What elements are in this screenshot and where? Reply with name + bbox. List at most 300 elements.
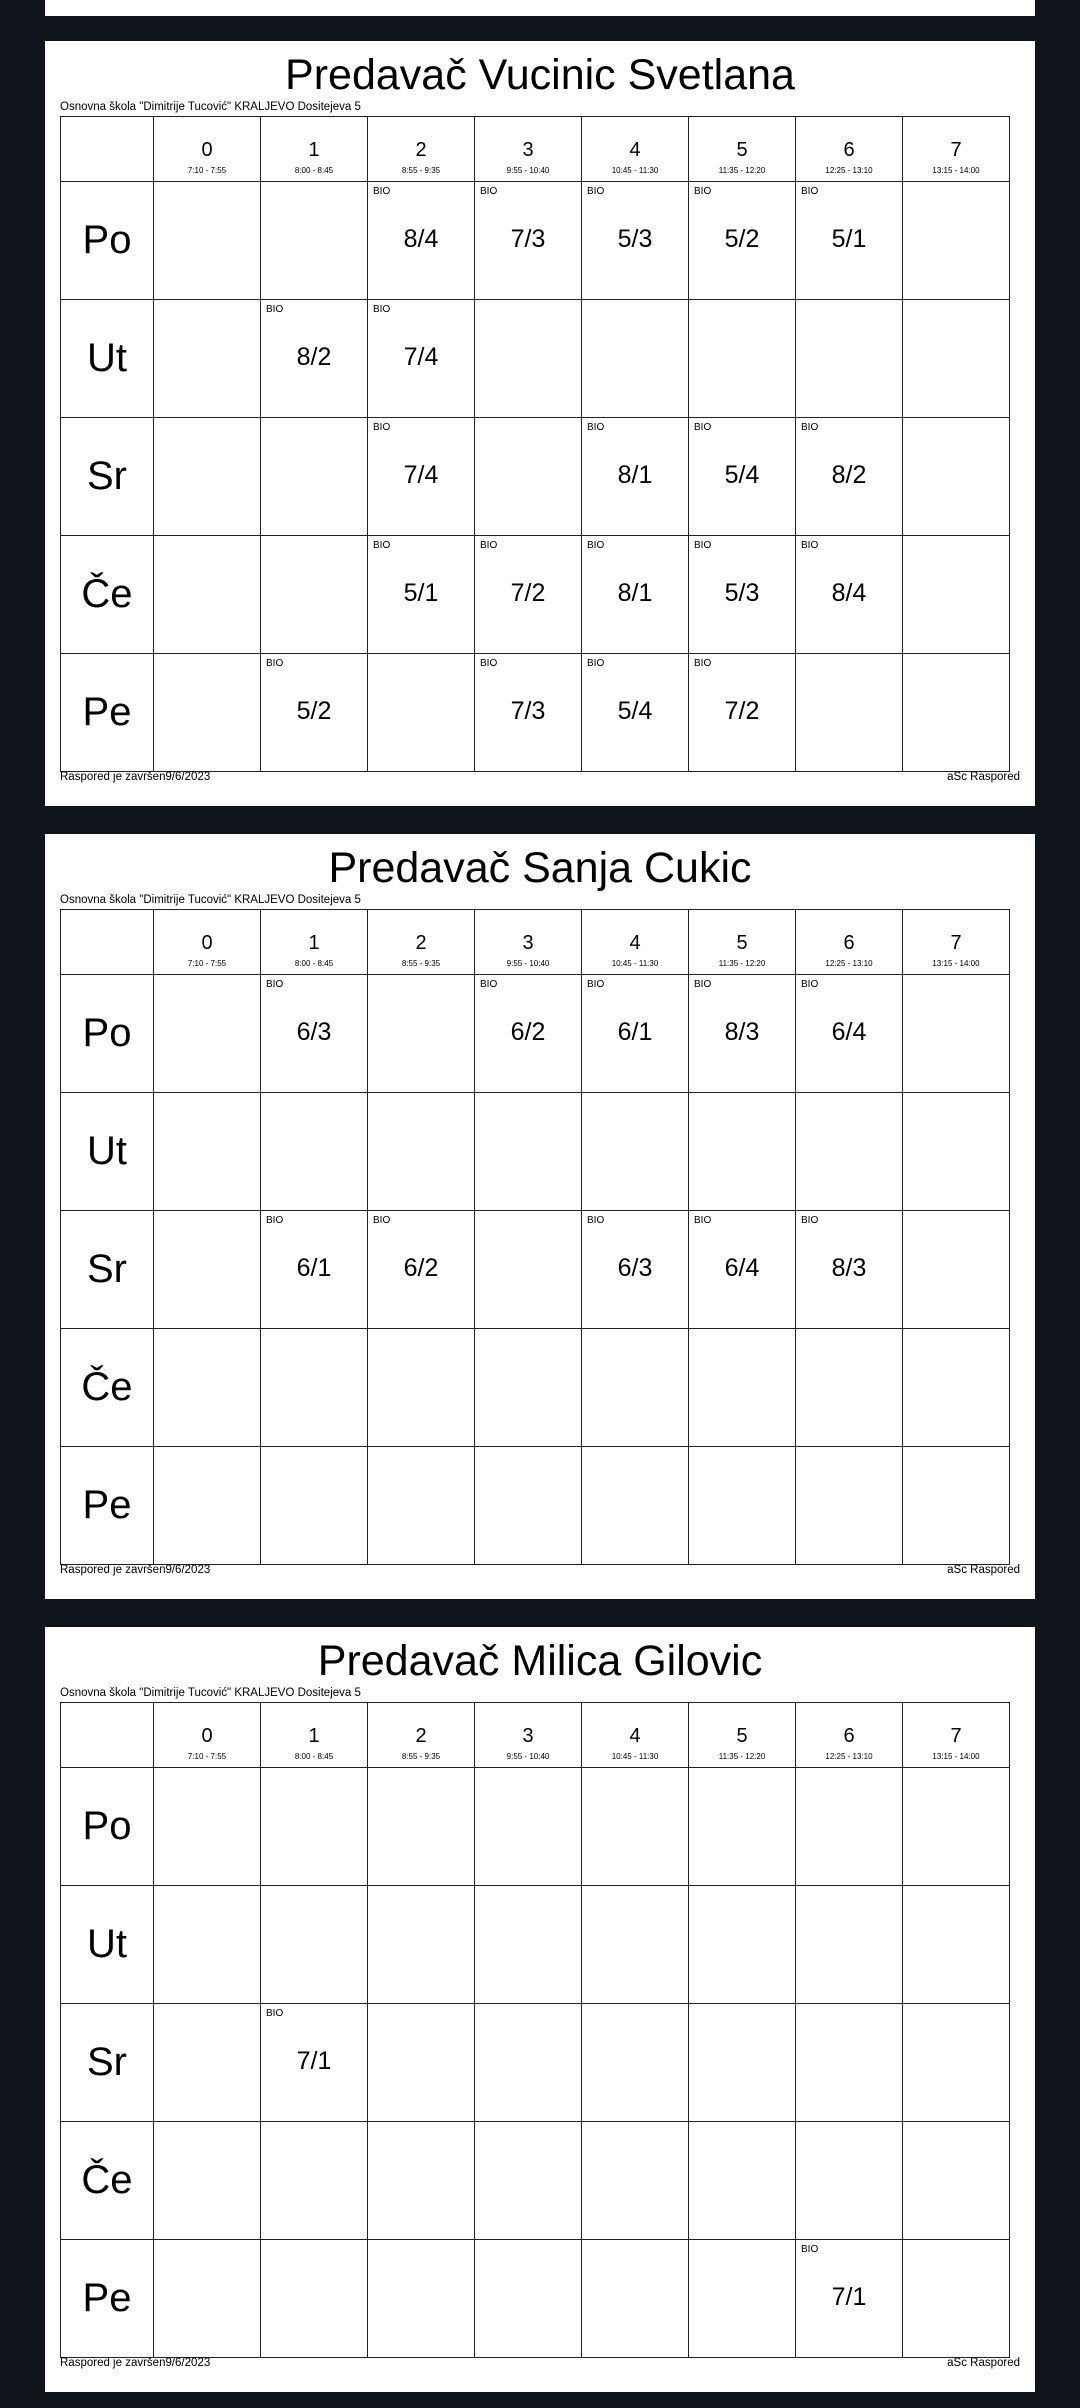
empty-cell — [261, 182, 368, 300]
empty-cell — [368, 2004, 475, 2122]
class-code: 5/2 — [724, 225, 760, 253]
class-code: 8/4 — [831, 579, 867, 607]
class-code: 8/4 — [403, 225, 439, 253]
class-code: 5/3 — [617, 225, 653, 253]
class-code: 8/2 — [296, 343, 332, 371]
class-code: 7/1 — [296, 2047, 332, 2075]
corner-cell — [61, 1703, 154, 1768]
lesson-cell — [796, 182, 903, 300]
day-row — [61, 2240, 1010, 2358]
subject-code: BIO — [801, 422, 819, 433]
lesson-cell — [261, 300, 368, 418]
empty-cell — [368, 1886, 475, 2004]
subject-code: BIO — [480, 540, 498, 551]
period-time: 8:55 - 9:35 — [401, 1752, 441, 1761]
subject-code: BIO — [266, 1215, 284, 1226]
day-row — [61, 2122, 1010, 2240]
class-code: 6/3 — [617, 1254, 653, 1282]
period-time: 11:35 - 12:20 — [718, 959, 766, 968]
empty-cell — [689, 2240, 796, 2358]
empty-cell — [154, 2240, 261, 2358]
empty-cell — [796, 2122, 903, 2240]
period-time: 7:10 - 7:55 — [187, 959, 227, 968]
period-number: 4 — [629, 932, 641, 954]
period-header — [154, 1703, 261, 1768]
lesson-cell — [582, 182, 689, 300]
period-number: 1 — [308, 932, 320, 954]
empty-cell — [154, 1447, 261, 1565]
day-row — [61, 182, 1010, 300]
subject-code: BIO — [801, 540, 819, 551]
period-time: 7:10 - 7:55 — [187, 166, 227, 175]
class-code: 5/3 — [724, 579, 760, 607]
period-number: 4 — [629, 139, 641, 161]
empty-cell — [475, 418, 582, 536]
footer-date: Raspored je završen9/6/2023 — [60, 771, 211, 783]
subject-code: BIO — [801, 979, 819, 990]
period-header — [796, 910, 903, 975]
class-code: 8/1 — [617, 461, 653, 489]
period-number: 1 — [308, 1725, 320, 1747]
period-header — [154, 117, 261, 182]
period-time: 8:00 - 8:45 — [294, 1752, 334, 1761]
empty-cell — [796, 1329, 903, 1447]
lesson-cell — [689, 418, 796, 536]
period-time: 11:35 - 12:20 — [718, 1752, 766, 1761]
period-number: 0 — [201, 932, 213, 954]
empty-cell — [903, 418, 1010, 536]
subject-code: BIO — [587, 979, 605, 990]
period-header — [368, 1703, 475, 1768]
subject-code: BIO — [480, 186, 498, 197]
class-code: 6/1 — [617, 1018, 653, 1046]
empty-cell — [582, 2122, 689, 2240]
day-row — [61, 975, 1010, 1093]
empty-cell — [582, 300, 689, 418]
lesson-cell — [796, 1211, 903, 1329]
lesson-cell — [582, 536, 689, 654]
period-number: 6 — [843, 139, 855, 161]
lesson-cell — [689, 536, 796, 654]
period-time: 8:00 - 8:45 — [294, 166, 334, 175]
lesson-cell — [368, 1211, 475, 1329]
class-code: 7/2 — [510, 579, 546, 607]
class-code: 5/4 — [617, 697, 653, 725]
subject-code: BIO — [480, 658, 498, 669]
period-time: 8:00 - 8:45 — [294, 959, 334, 968]
footer-date: Raspored je završen9/6/2023 — [60, 2357, 211, 2369]
period-header — [475, 1703, 582, 1768]
day-row — [61, 1329, 1010, 1447]
lesson-cell — [475, 975, 582, 1093]
class-code: 6/2 — [403, 1254, 439, 1282]
period-number: 7 — [950, 1725, 962, 1747]
subject-code: BIO — [694, 422, 712, 433]
period-header-row — [61, 117, 1010, 182]
period-number: 3 — [522, 139, 534, 161]
empty-cell — [796, 2004, 903, 2122]
lesson-cell — [368, 300, 475, 418]
class-code: 6/3 — [296, 1018, 332, 1046]
empty-cell — [689, 1768, 796, 1886]
empty-cell — [261, 1329, 368, 1447]
school-name: Osnovna škola "Dimitrije Tucović" KRALJEVO Dositejeva 5 — [60, 894, 361, 906]
period-time: 8:55 - 9:35 — [401, 166, 441, 175]
subject-code: BIO — [694, 658, 712, 669]
period-header — [261, 1703, 368, 1768]
class-code: 7/1 — [831, 2283, 867, 2311]
empty-cell — [475, 2122, 582, 2240]
subject-code: BIO — [694, 1215, 712, 1226]
class-code: 8/2 — [831, 461, 867, 489]
period-header — [582, 910, 689, 975]
day-row — [61, 2004, 1010, 2122]
empty-cell — [689, 1886, 796, 2004]
empty-cell — [475, 2240, 582, 2358]
empty-cell — [582, 2240, 689, 2358]
empty-cell — [582, 1768, 689, 1886]
empty-cell — [903, 300, 1010, 418]
class-code: 6/4 — [724, 1254, 760, 1282]
period-header — [261, 910, 368, 975]
previous-timetable-edge — [45, 0, 1035, 16]
period-number: 7 — [950, 139, 962, 161]
empty-cell — [261, 418, 368, 536]
empty-cell — [261, 2122, 368, 2240]
lesson-cell — [689, 1211, 796, 1329]
period-number: 2 — [415, 1725, 427, 1747]
class-code: 8/3 — [831, 1254, 867, 1282]
class-code: 5/1 — [831, 225, 867, 253]
period-header — [475, 117, 582, 182]
empty-cell — [903, 975, 1010, 1093]
empty-cell — [903, 536, 1010, 654]
empty-cell — [475, 1329, 582, 1447]
empty-cell — [154, 536, 261, 654]
day-label: Pe — [61, 654, 154, 772]
day-row — [61, 1447, 1010, 1565]
subject-code: BIO — [694, 979, 712, 990]
lesson-cell — [582, 654, 689, 772]
day-row — [61, 654, 1010, 772]
empty-cell — [368, 654, 475, 772]
period-time: 12:25 - 13:10 — [825, 959, 873, 968]
lesson-cell — [582, 975, 689, 1093]
period-number: 5 — [736, 1725, 748, 1747]
period-header — [368, 910, 475, 975]
empty-cell — [903, 2240, 1010, 2358]
period-time: 7:10 - 7:55 — [187, 1752, 227, 1761]
period-number: 4 — [629, 1725, 641, 1747]
empty-cell — [261, 2240, 368, 2358]
subject-code: BIO — [266, 658, 284, 669]
empty-cell — [903, 1886, 1010, 2004]
subject-code: BIO — [801, 2244, 819, 2255]
period-time: 8:55 - 9:35 — [401, 959, 441, 968]
empty-cell — [368, 1093, 475, 1211]
empty-cell — [903, 182, 1010, 300]
period-header — [582, 117, 689, 182]
empty-cell — [154, 975, 261, 1093]
empty-cell — [261, 1093, 368, 1211]
period-header — [796, 1703, 903, 1768]
lesson-cell — [368, 536, 475, 654]
subject-code: BIO — [587, 540, 605, 551]
day-label: Po — [61, 975, 154, 1093]
day-label: Ut — [61, 300, 154, 418]
empty-cell — [154, 1886, 261, 2004]
empty-cell — [475, 1447, 582, 1565]
empty-cell — [582, 1329, 689, 1447]
period-header — [903, 910, 1010, 975]
lesson-cell — [796, 418, 903, 536]
timetable-grid — [60, 116, 1010, 772]
period-header — [261, 117, 368, 182]
class-code: 7/3 — [510, 697, 546, 725]
lesson-cell — [368, 418, 475, 536]
lesson-cell — [689, 975, 796, 1093]
period-time: 10:45 - 11:30 — [611, 959, 659, 968]
empty-cell — [261, 1447, 368, 1565]
day-label: Sr — [61, 1211, 154, 1329]
day-label: Če — [61, 2122, 154, 2240]
empty-cell — [903, 1093, 1010, 1211]
subject-code: BIO — [694, 186, 712, 197]
footer-brand: aSc Raspored — [947, 2357, 1020, 2369]
empty-cell — [261, 536, 368, 654]
empty-cell — [475, 1093, 582, 1211]
day-label: Pe — [61, 2240, 154, 2358]
lesson-cell — [261, 1211, 368, 1329]
lesson-cell — [582, 1211, 689, 1329]
empty-cell — [475, 2004, 582, 2122]
footer-brand: aSc Raspored — [947, 1564, 1020, 1576]
period-number: 6 — [843, 1725, 855, 1747]
lesson-cell — [796, 2240, 903, 2358]
empty-cell — [154, 2004, 261, 2122]
empty-cell — [903, 1329, 1010, 1447]
subject-code: BIO — [266, 304, 284, 315]
class-code: 5/2 — [296, 697, 332, 725]
class-code: 5/1 — [403, 579, 439, 607]
period-header — [903, 117, 1010, 182]
subject-code: BIO — [480, 979, 498, 990]
day-row — [61, 1093, 1010, 1211]
period-header — [689, 910, 796, 975]
period-header-row — [61, 910, 1010, 975]
period-time: 9:55 - 10:40 — [506, 959, 550, 968]
empty-cell — [796, 1886, 903, 2004]
empty-cell — [689, 300, 796, 418]
day-label: Po — [61, 182, 154, 300]
subject-code: BIO — [373, 186, 391, 197]
corner-cell — [61, 117, 154, 182]
subject-code: BIO — [694, 540, 712, 551]
empty-cell — [689, 1093, 796, 1211]
class-code: 7/4 — [403, 343, 439, 371]
empty-cell — [903, 1768, 1010, 1886]
empty-cell — [154, 654, 261, 772]
lesson-cell — [475, 536, 582, 654]
empty-cell — [261, 1768, 368, 1886]
period-header — [368, 117, 475, 182]
timetable-title: Predavač Milica Gilovic — [317, 1637, 763, 1685]
timetable-card — [45, 1627, 1035, 2392]
class-code: 8/1 — [617, 579, 653, 607]
class-code: 6/4 — [831, 1018, 867, 1046]
empty-cell — [154, 1093, 261, 1211]
period-time: 13:15 - 14:00 — [932, 166, 980, 175]
period-time: 10:45 - 11:30 — [611, 166, 659, 175]
day-label: Pe — [61, 1447, 154, 1565]
empty-cell — [261, 1886, 368, 2004]
class-code: 7/2 — [724, 697, 760, 725]
class-code: 8/3 — [724, 1018, 760, 1046]
period-time: 11:35 - 12:20 — [718, 166, 766, 175]
lesson-cell — [261, 654, 368, 772]
class-code: 6/1 — [296, 1254, 332, 1282]
footer-brand: aSc Raspored — [947, 771, 1020, 783]
timetable-title: Predavač Vucinic Svetlana — [285, 51, 795, 99]
empty-cell — [582, 1886, 689, 2004]
subject-code: BIO — [587, 186, 605, 197]
day-row — [61, 418, 1010, 536]
empty-cell — [903, 2004, 1010, 2122]
lesson-cell — [689, 182, 796, 300]
day-label: Po — [61, 1768, 154, 1886]
empty-cell — [475, 1886, 582, 2004]
subject-code: BIO — [801, 186, 819, 197]
period-number: 7 — [950, 932, 962, 954]
lesson-cell — [796, 536, 903, 654]
empty-cell — [368, 2240, 475, 2358]
lesson-cell — [582, 418, 689, 536]
empty-cell — [154, 1768, 261, 1886]
empty-cell — [154, 182, 261, 300]
period-number: 1 — [308, 139, 320, 161]
day-label: Sr — [61, 2004, 154, 2122]
period-header — [689, 1703, 796, 1768]
empty-cell — [154, 2122, 261, 2240]
corner-cell — [61, 910, 154, 975]
period-header — [154, 910, 261, 975]
subject-code: BIO — [266, 979, 284, 990]
empty-cell — [154, 418, 261, 536]
empty-cell — [582, 1447, 689, 1565]
empty-cell — [154, 1329, 261, 1447]
empty-cell — [582, 1093, 689, 1211]
lesson-cell — [796, 975, 903, 1093]
period-time: 13:15 - 14:00 — [932, 1752, 980, 1761]
period-header — [689, 117, 796, 182]
period-number: 6 — [843, 932, 855, 954]
timetable-grid — [60, 1702, 1010, 2358]
period-header — [903, 1703, 1010, 1768]
lesson-cell — [689, 654, 796, 772]
subject-code: BIO — [587, 658, 605, 669]
lesson-cell — [261, 975, 368, 1093]
period-number: 2 — [415, 932, 427, 954]
period-header — [582, 1703, 689, 1768]
period-number: 3 — [522, 932, 534, 954]
lesson-cell — [475, 654, 582, 772]
period-time: 13:15 - 14:00 — [932, 959, 980, 968]
empty-cell — [475, 300, 582, 418]
empty-cell — [796, 1093, 903, 1211]
empty-cell — [368, 1329, 475, 1447]
empty-cell — [368, 1447, 475, 1565]
day-label: Sr — [61, 418, 154, 536]
timetable-card — [45, 41, 1035, 806]
day-row — [61, 300, 1010, 418]
empty-cell — [475, 1211, 582, 1329]
empty-cell — [796, 654, 903, 772]
period-number: 0 — [201, 1725, 213, 1747]
subject-code: BIO — [373, 304, 391, 315]
school-name: Osnovna škola "Dimitrije Tucović" KRALJEVO Dositejeva 5 — [60, 101, 361, 113]
subject-code: BIO — [587, 422, 605, 433]
subject-code: BIO — [587, 1215, 605, 1226]
empty-cell — [368, 2122, 475, 2240]
timetable-card — [45, 834, 1035, 1599]
period-number: 5 — [736, 139, 748, 161]
empty-cell — [903, 654, 1010, 772]
period-time: 9:55 - 10:40 — [506, 166, 550, 175]
day-row — [61, 1768, 1010, 1886]
day-row — [61, 536, 1010, 654]
empty-cell — [689, 2122, 796, 2240]
period-header — [475, 910, 582, 975]
day-label: Ut — [61, 1093, 154, 1211]
subject-code: BIO — [266, 2008, 284, 2019]
day-row — [61, 1211, 1010, 1329]
subject-code: BIO — [373, 540, 391, 551]
empty-cell — [796, 300, 903, 418]
empty-cell — [368, 1768, 475, 1886]
empty-cell — [903, 1211, 1010, 1329]
period-time: 12:25 - 13:10 — [825, 166, 873, 175]
period-header — [796, 117, 903, 182]
empty-cell — [796, 1447, 903, 1565]
empty-cell — [689, 1447, 796, 1565]
empty-cell — [903, 1447, 1010, 1565]
empty-cell — [689, 2004, 796, 2122]
period-number: 5 — [736, 932, 748, 954]
lesson-cell — [261, 2004, 368, 2122]
empty-cell — [154, 300, 261, 418]
subject-code: BIO — [801, 1215, 819, 1226]
period-time: 10:45 - 11:30 — [611, 1752, 659, 1761]
empty-cell — [154, 1211, 261, 1329]
day-label: Ut — [61, 1886, 154, 2004]
class-code: 7/4 — [403, 461, 439, 489]
empty-cell — [796, 1768, 903, 1886]
subject-code: BIO — [373, 1215, 391, 1226]
timetable-grid — [60, 909, 1010, 1565]
period-number: 3 — [522, 1725, 534, 1747]
day-row — [61, 1886, 1010, 2004]
period-number: 2 — [415, 139, 427, 161]
period-header-row — [61, 1703, 1010, 1768]
day-label: Če — [61, 1329, 154, 1447]
school-name: Osnovna škola "Dimitrije Tucović" KRALJEVO Dositejeva 5 — [60, 1687, 361, 1699]
lesson-cell — [368, 182, 475, 300]
lesson-cell — [475, 182, 582, 300]
day-label: Če — [61, 536, 154, 654]
class-code: 6/2 — [510, 1018, 546, 1046]
empty-cell — [903, 2122, 1010, 2240]
class-code: 7/3 — [510, 225, 546, 253]
